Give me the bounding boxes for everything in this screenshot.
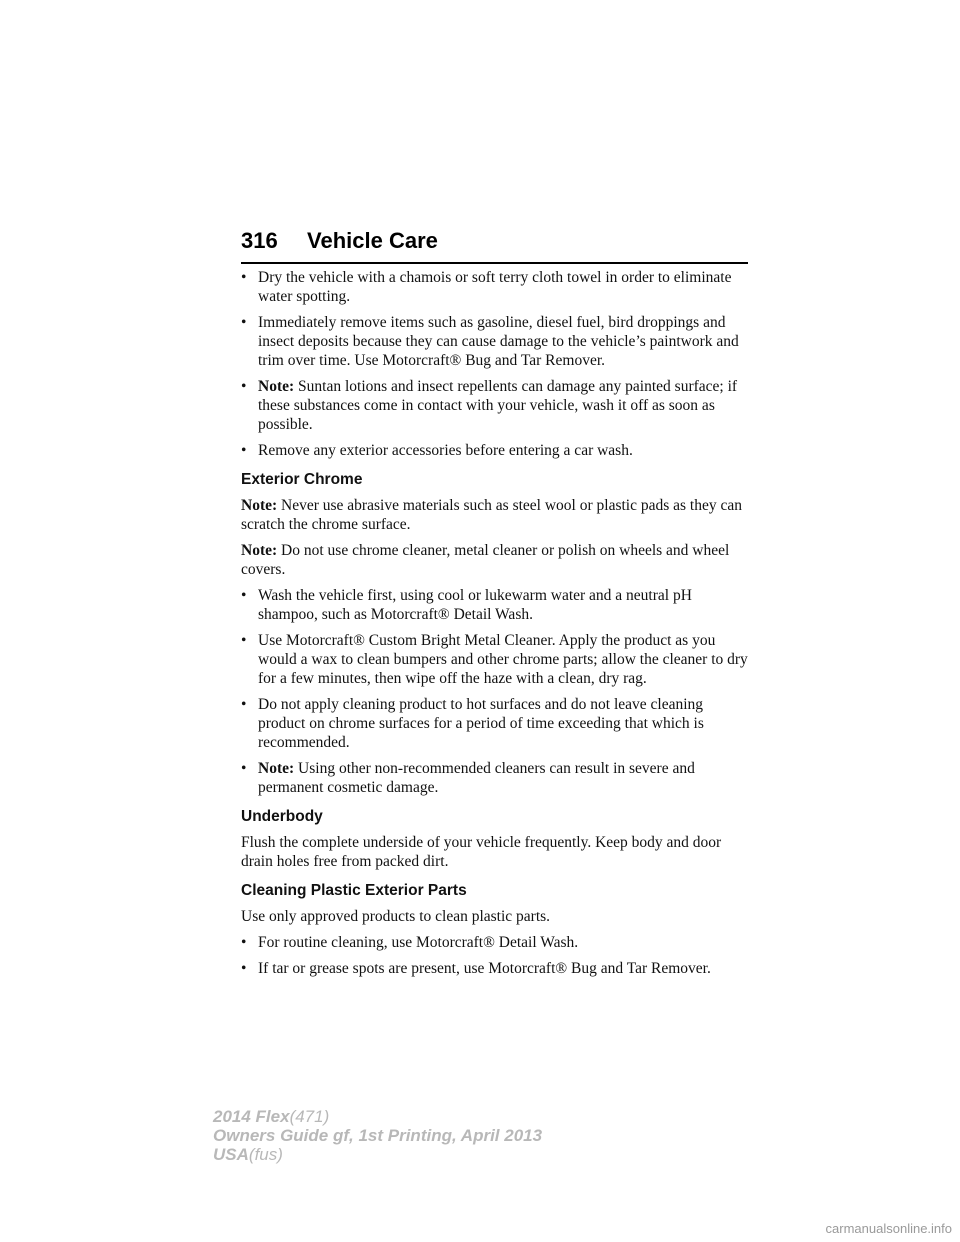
underbody-heading: Underbody [241,808,323,825]
note-label: Note: [258,760,295,777]
list-item-text: Wash the vehicle first, using cool or lukewarm water and a neutral pH shampoo, such as Motorcraft® Detail Wash. [258,587,692,623]
footer-line-2: Owners Guide gf, 1st Printing, April 2013 [213,1126,543,1145]
list-item-text: Immediately remove items such as gasoline, diesel fuel, bird droppings and insect deposits because they can cause damage to the vehicle’s paintwork and trim over time. Use Motorcraft® Bug and Tar Remover. [258,314,739,369]
page-content [241,268,753,985]
list-item: • Remove any exterior accessories before entering a car wash. [241,442,633,459]
list-item: • For routine cleaning, use Motorcraft® Detail Wash. [241,934,579,951]
footer-line-3: USA(fus) [213,1145,283,1164]
list-item-text: Suntan lotions and insect repellents can damage any painted surface; if these substances come in contact with your vehicle, wash it off as soon as possible. [258,378,738,433]
list-item: • Dry the vehicle with a chamois or soft terry cloth towel in order to eliminate water spotting. [241,269,732,305]
note-label: Note: [241,542,278,559]
page-number: 316 [241,228,278,253]
section-title: Vehicle Care [307,228,438,253]
list-item: • Note: Using other non-recommended cleaners can result in severe and permanent cosmetic damage. [241,760,695,796]
washing-tips-list [241,268,753,460]
list-item-text: Remove any exterior accessories before entering a car wash. [258,442,633,459]
underbody-paragraph: Flush the complete underside of your vehicle frequently. Keep body and door drain holes free from packed dirt. [241,834,722,870]
plastic-care-list [241,933,753,978]
plastic-parts-heading: Cleaning Plastic Exterior Parts [241,882,467,899]
note-label: Note: [241,497,278,514]
exterior-chrome-heading: Exterior Chrome [241,471,363,488]
watermark: carmanualsonline.info [825,1221,952,1236]
list-item-text: Using other non-recommended cleaners can result in severe and permanent cosmetic damage. [258,760,695,796]
list-item-text: Do not apply cleaning product to hot surfaces and do not leave cleaning product on chrome surfaces for a period of time exceeding that which is recommended. [258,696,704,751]
list-item-text: Use Motorcraft® Custom Bright Metal Cleaner. Apply the product as you would a wax to clean bumpers and other chrome parts; allow the cleaner to dry for a few minutes, then wipe off the haze with a clean, dry rag. [258,632,748,687]
list-item: • Do not apply cleaning product to hot surfaces and do not leave cleaning product on chrome surfaces for a period of time exceeding that which is recommended. [241,696,704,751]
print-footer [213,1107,542,1164]
list-item-text: Dry the vehicle with a chamois or soft terry cloth towel in order to eliminate water spotting. [258,269,732,305]
footer-line-1: 2014 Flex(471) [213,1107,330,1126]
plastic-parts-intro: Use only approved products to clean plastic parts. [241,908,551,925]
list-item-text: For routine cleaning, use Motorcraft® Detail Wash. [258,934,579,951]
note-paragraph: Note: Do not use chrome cleaner, metal cleaner or polish on wheels and wheel covers. [241,542,730,578]
note-label: Note: [258,378,295,395]
list-item: • Immediately remove items such as gasoline, diesel fuel, bird droppings and insect deposits because they can cause damage to the vehicle’s paintwork and trim over time. Use Motorcraft® Bug and Tar Remover. [241,314,739,369]
note-paragraph: Note: Never use abrasive materials such as steel wool or plastic pads as they can scratch the chrome surface. [241,497,742,533]
list-item: • If tar or grease spots are present, use Motorcraft® Bug and Tar Remover. [241,960,711,977]
list-item: • Note: Suntan lotions and insect repellents can damage any painted surface; if these substances come in contact with your vehicle, wash it off as soon as possible. [241,378,738,433]
list-item: • Use Motorcraft® Custom Bright Metal Cleaner. Apply the product as you would a wax to clean bumpers and other chrome parts; allow the cleaner to dry for a few minutes, then wipe off the haze with a clean, dry rag. [241,632,748,687]
page-header [241,228,748,264]
chrome-care-list [241,586,753,797]
list-item: • Wash the vehicle first, using cool or lukewarm water and a neutral pH shampoo, such as Motorcraft® Detail Wash. [241,587,692,623]
list-item-text: If tar or grease spots are present, use Motorcraft® Bug and Tar Remover. [258,960,711,977]
